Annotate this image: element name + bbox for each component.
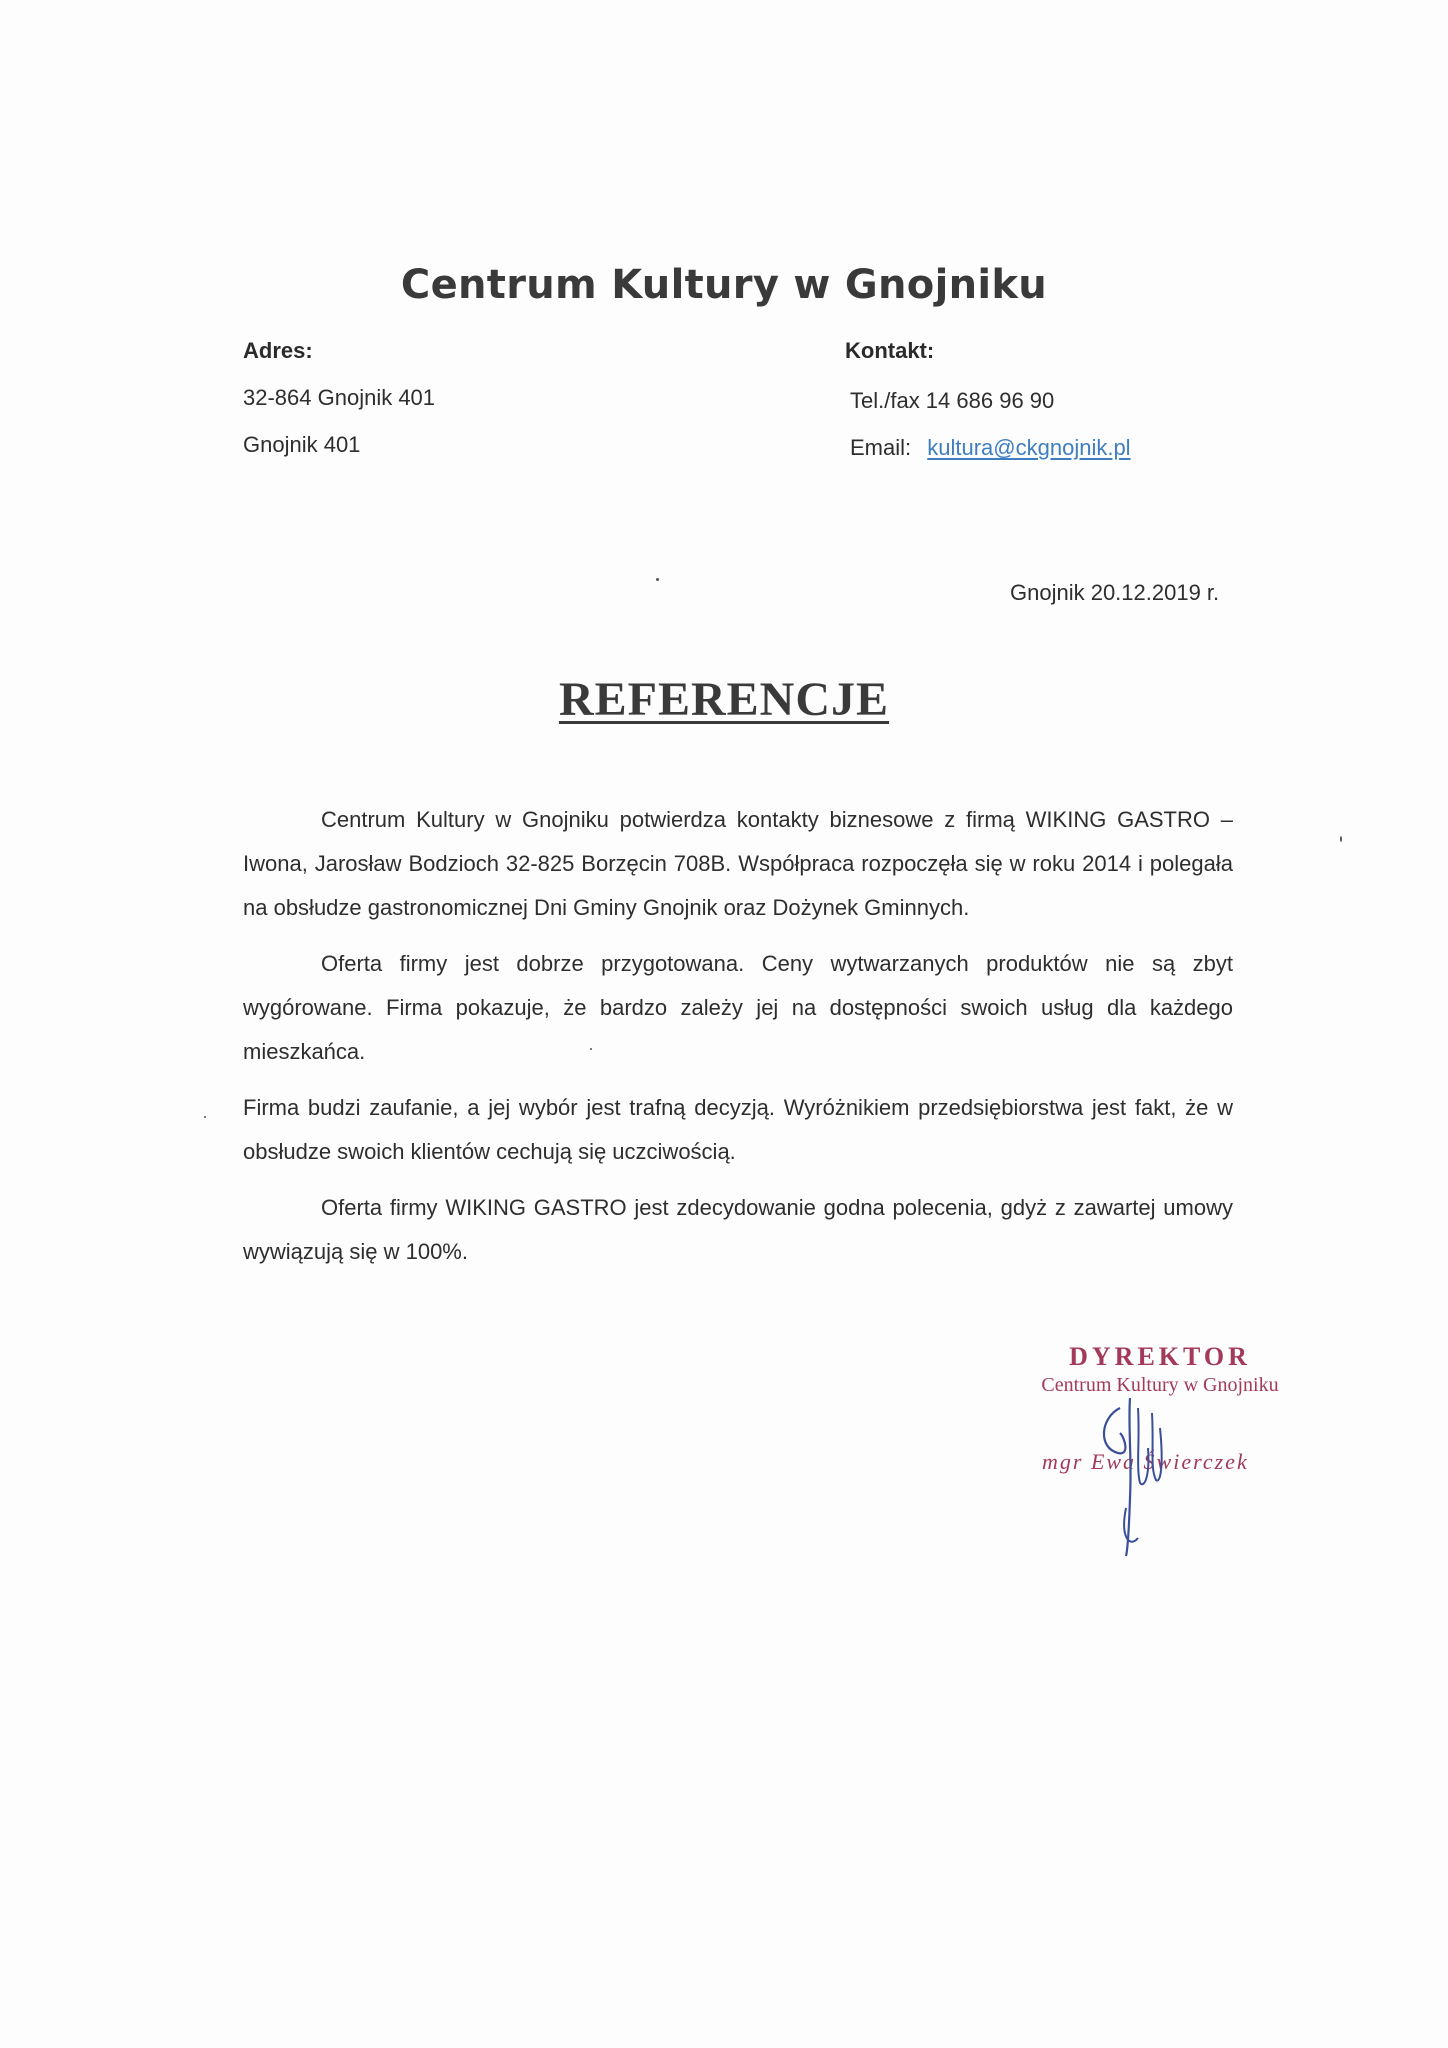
address-line-2: Gnojnik 401 [243,432,361,457]
handwritten-signature [1090,1388,1180,1558]
scan-speck [590,1048,592,1050]
stamp-name: mgr Ewa Świerczek [1042,1449,1249,1474]
document-heading: REFERENCJE [558,673,890,726]
letter-date: Gnojnik 20.12.2019 r. [1010,580,1220,605]
contact-email-row [850,435,1131,461]
scan-speck [656,578,659,581]
email-label: Email: [850,435,912,460]
address-label: Adres: [243,338,313,363]
scan-speck [1340,836,1342,842]
stamp-title: DYREKTOR [1069,1342,1251,1371]
paragraph-2: Oferta firmy jest dobrze przygotowana. Ceny wytwarzanych produktów nie są zbyt wygórowane. Firma pokazuje, że bardzo zależy jej na dostępności swoich usług dla każdego mieszkańca. [243,951,1233,1064]
letterhead-title: Centrum Kultury w Gnojniku [400,262,1048,308]
letter-body [243,798,1233,1286]
contact-label: Kontakt: [845,338,935,363]
address-line-1: 32-864 Gnojnik 401 [243,385,436,410]
contact-phone: Tel./fax 14 686 96 90 [850,388,1055,413]
paragraph-3: Firma budzi zaufanie, a jej wybór jest trafną decyzją. Wyróżnikiem przedsiębiorstwa jest fakt, że w obsłudze swoich klientów cechują się uczciwością. [243,1095,1233,1164]
email-link[interactable]: kultura@ckgnojnik.pl [927,435,1131,460]
paragraph-1: Centrum Kultury w Gnojniku potwierdza kontakty biznesowe z firmą WIKING GASTRO – Iwona, Jarosław Bodzioch 32-825 Borzęcin 708B. Współpraca rozpoczęła się w roku 2014 i polegała na obsłudze gastronomicznej Dni Gminy Gnojnik oraz Dożynek Gminnych. [243,807,1233,920]
stamp-institution: Centrum Kultury w Gnojniku [1041,1374,1279,1396]
paragraph-4: Oferta firmy WIKING GASTRO jest zdecydowanie godna polecenia, gdyż z zawartej umowy wywiązują się w 100%. [243,1195,1233,1264]
scan-speck [204,1116,206,1118]
